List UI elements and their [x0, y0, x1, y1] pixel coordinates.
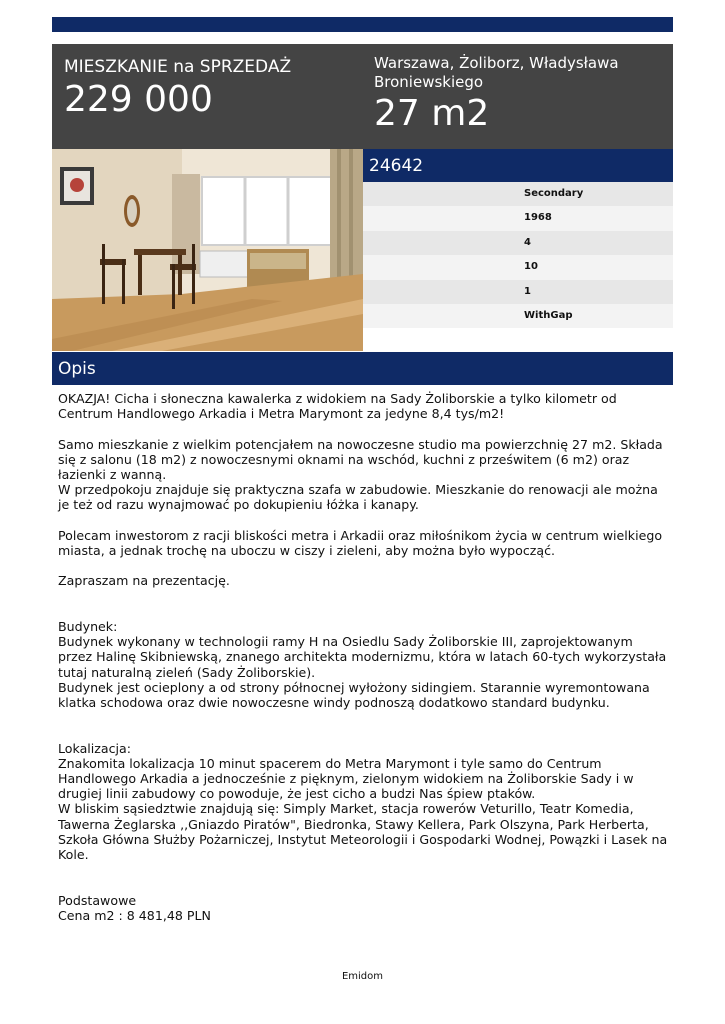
description-heading-bar [52, 352, 673, 385]
detail-value: 1 [524, 285, 531, 297]
area: 27 m2 [374, 93, 490, 134]
details-table [363, 182, 673, 328]
detail-row [363, 231, 673, 255]
listing-id-bar [363, 149, 673, 182]
detail-row [363, 304, 673, 328]
detail-value: 4 [524, 236, 531, 248]
description-text: OKAZJA! Cicha i słoneczna kawalerka z widokiem na Sady Żoliborskie a tylko kilometr od Centrum Handlowego Arkadia i Metra Marymont za jedyne 8,4 tys/m2! Samo mieszkanie z wielkim potencjałem na nowoczesne studio ma powierzchnię 27 m2. Składa się z salonu (18 m2) z nowoczesnymi oknami na wschód, kuchni z prześwitem (6 m2) oraz łazienki z wanną. W przedpokoju znajduje się praktyczna szafa w zabudowie. Mieszkanie do renowacji ale można je też od razu wynajmować po dokupieniu łóżka i kanapy. Polecam inwestorom z racji bliskości metra i Arkadii oraz miłośnikom życia w centrum wielkiego miasta, a jednak trochę na uboczu w ciszy i zieleni, aby można było wypocząć. Zapraszam na prezentację. Budynek: Budynek wykonany w technologii ramy H na Osiedlu Sady Żoliborskie III, zaprojektowanym przez Halinę Skibniewską, znanego architekta modernizmu, która w latach 60-tych wykorzystała tutaj naturalną zieleń (Sady Żoliborskie). Budynek jest ocieplony a od strony północnej wyłożony sidingiem. Starannie wyremontowana klatka schodowa oraz dwie nowoczesne windy podnoszą dodatkowo standard budynku. Lokalizacja: Znakomita lokalizacja 10 minut spacerem do Metra Marymont i tyle samo do Centrum Handlowego Arkadia a jednocześnie z pięknym, zielonym widokiem na Żoliborskie Sady i w drugiej linii zabudowy co powoduje, że jest cicho a budzi Nas śpiew ptaków. W bliskim sąsiedztwie znajdują się: Simply Market, stacja rowerów Veturillo, Teatr Komedia, Tawerna Żeglarska ,,Gniazdo Piratów", Biedronka, Stawy Kellera, Park Olszyna, Park Herberta, Szkoła Główna Służby Pożarniczej, Instytut Meteorologii i Gospodarki Wodnej, Powązki i Lasek na Kole. Podstawowe Cena m2 : 8 481,48 PLN [58, 391, 668, 923]
detail-value: 1968 [524, 212, 552, 224]
apartment-photo [52, 149, 363, 351]
detail-value: 10 [524, 261, 538, 273]
price: 229 000 [64, 79, 213, 120]
detail-row [363, 182, 673, 206]
detail-value: Secondary [524, 188, 584, 199]
detail-row [363, 280, 673, 304]
header-right [374, 54, 664, 134]
address: Warszawa, Żoliborz, Władysława Broniewskiego [374, 54, 619, 91]
detail-value: WithGap [524, 309, 573, 321]
detail-row [363, 255, 673, 279]
description-heading: Opis [58, 359, 96, 379]
listing-header [52, 44, 673, 149]
detail-row [363, 206, 673, 230]
top-accent-bar [52, 17, 673, 32]
offer-type: MIESZKANIE na SPRZEDAŻ [64, 57, 292, 77]
footer-agency: Emidom [341, 971, 384, 982]
listing-id: 24642 [369, 156, 424, 176]
header-left [64, 56, 291, 120]
